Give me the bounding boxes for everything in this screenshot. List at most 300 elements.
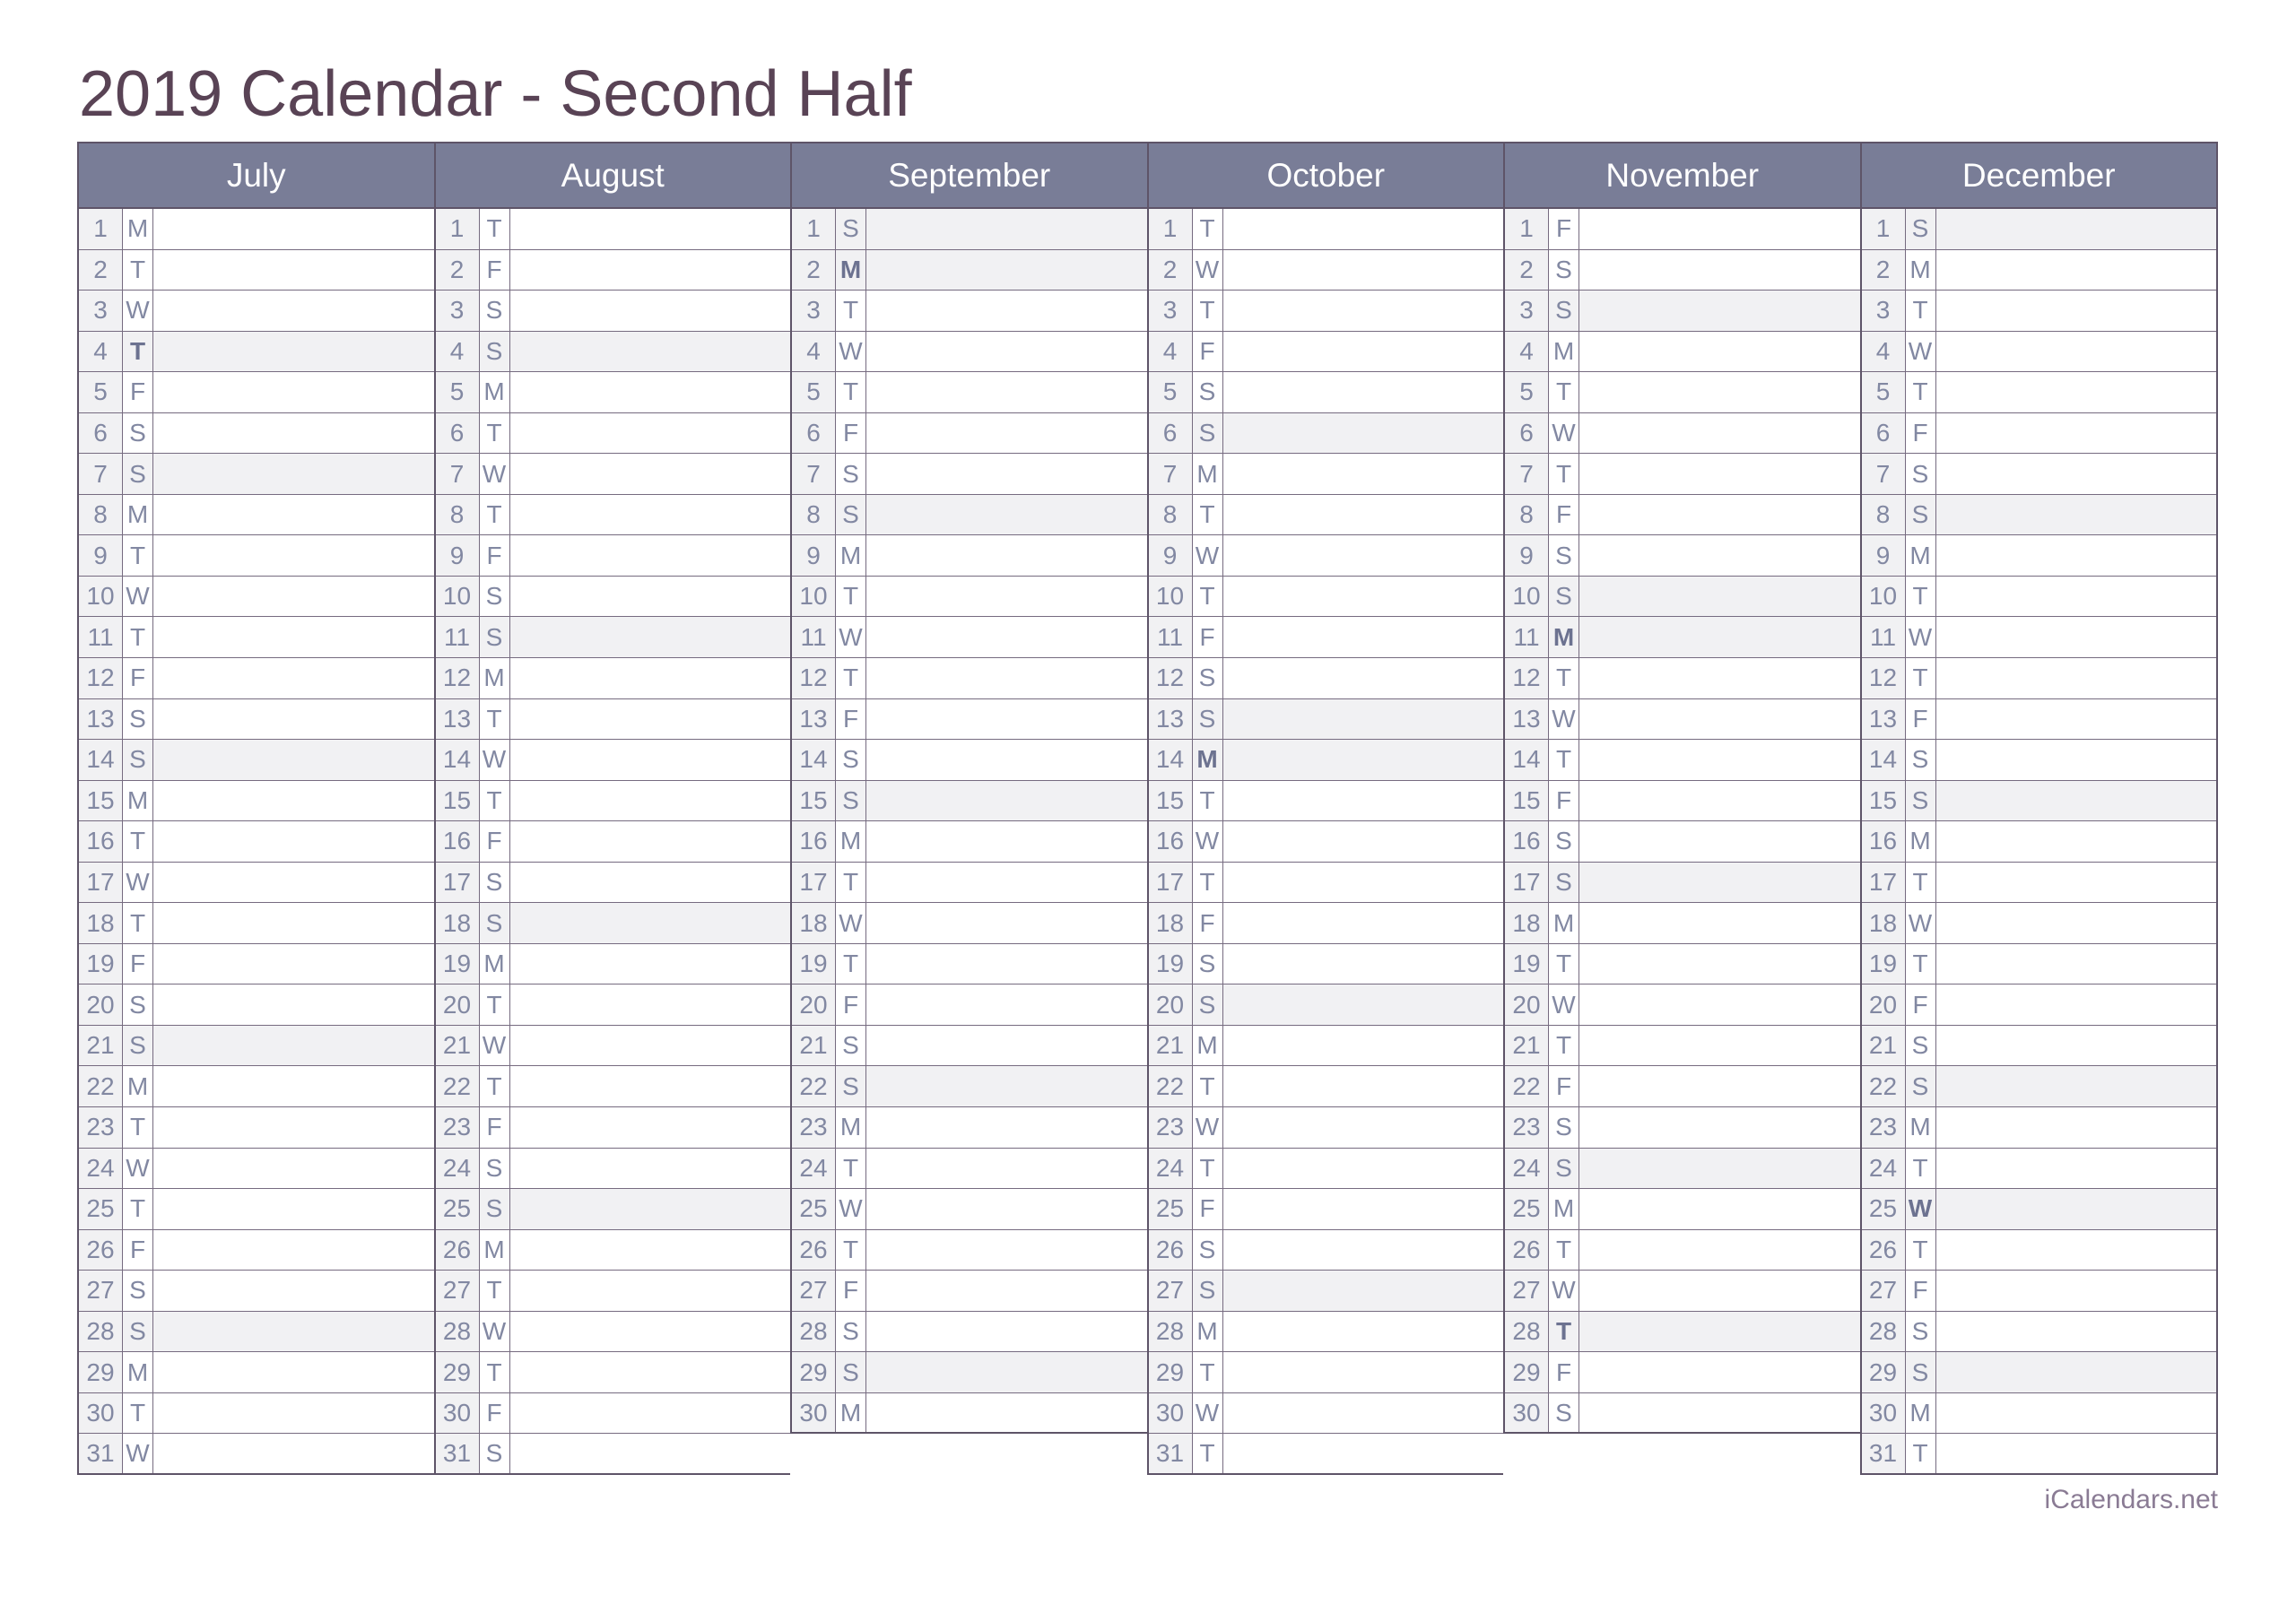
day-row — [792, 1149, 1147, 1190]
day-row — [436, 1230, 791, 1271]
day-number: 14 — [1862, 740, 1906, 780]
day-number: 25 — [79, 1189, 123, 1229]
day-notes-cell — [1223, 577, 1504, 617]
day-notes-cell — [1223, 535, 1504, 576]
day-row — [436, 984, 791, 1026]
day-number: 6 — [792, 413, 836, 454]
day-notes-cell — [866, 454, 1147, 494]
day-notes-cell — [1579, 1189, 1860, 1229]
day-row — [79, 209, 434, 250]
day-letter: M — [836, 535, 866, 576]
day-row — [1862, 821, 2217, 863]
day-row — [792, 821, 1147, 863]
day-notes-cell — [866, 863, 1147, 903]
day-number: 22 — [792, 1066, 836, 1106]
day-notes-cell — [1579, 1066, 1860, 1106]
day-letter: T — [480, 1066, 510, 1106]
day-row — [79, 863, 434, 904]
day-number: 6 — [436, 413, 480, 454]
day-number: 25 — [436, 1189, 480, 1229]
day-letter: T — [1193, 1066, 1223, 1106]
day-letter: S — [123, 1026, 153, 1066]
day-letter: W — [1906, 903, 1936, 943]
day-notes-cell — [1936, 209, 2217, 249]
day-notes-cell — [1223, 209, 1504, 249]
day-number: 12 — [1149, 658, 1193, 698]
day-notes-cell — [1579, 1026, 1860, 1066]
day-row — [792, 984, 1147, 1026]
day-number: 15 — [79, 781, 123, 821]
day-number: 14 — [1149, 740, 1193, 780]
day-notes-cell — [1579, 454, 1860, 494]
day-row — [436, 1352, 791, 1393]
day-letter: S — [123, 740, 153, 780]
day-row — [792, 209, 1147, 250]
day-number: 25 — [1862, 1189, 1906, 1229]
day-number: 7 — [1505, 454, 1549, 494]
day-number: 24 — [436, 1149, 480, 1189]
day-number: 11 — [1862, 617, 1906, 657]
day-notes-cell — [510, 1312, 791, 1352]
day-letter: W — [836, 903, 866, 943]
day-letter: S — [480, 291, 510, 331]
day-letter: S — [480, 863, 510, 903]
day-letter: F — [1549, 1352, 1579, 1392]
day-number: 16 — [79, 821, 123, 862]
day-row — [1505, 984, 1860, 1026]
day-letter: F — [1906, 1271, 1936, 1311]
day-letter: T — [480, 984, 510, 1025]
day-notes-cell — [153, 1066, 434, 1106]
day-letter: S — [1549, 250, 1579, 291]
day-notes-cell — [510, 250, 791, 291]
day-notes-cell — [1223, 1271, 1504, 1311]
day-notes-cell — [1579, 209, 1860, 249]
day-letter: T — [123, 1107, 153, 1148]
day-number: 7 — [79, 454, 123, 494]
day-letter: T — [1193, 577, 1223, 617]
day-notes-cell — [1223, 984, 1504, 1025]
day-row — [1505, 658, 1860, 699]
day-row — [436, 944, 791, 985]
day-letter: S — [480, 577, 510, 617]
day-notes-cell — [510, 332, 791, 372]
day-number: 16 — [1505, 821, 1549, 862]
day-letter: T — [836, 372, 866, 412]
day-number: 30 — [792, 1393, 836, 1433]
day-row — [1862, 1066, 2217, 1107]
day-letter: M — [1549, 617, 1579, 657]
day-number: 12 — [1862, 658, 1906, 698]
day-letter: M — [836, 1393, 866, 1433]
day-row — [1149, 577, 1504, 618]
day-number: 3 — [792, 291, 836, 331]
month-column-october — [1147, 142, 1504, 1475]
day-row — [792, 1189, 1147, 1230]
day-letter: F — [1193, 1189, 1223, 1229]
day-letter: W — [1193, 535, 1223, 576]
day-letter: T — [1906, 577, 1936, 617]
day-notes-cell — [510, 291, 791, 331]
day-number: 26 — [1862, 1230, 1906, 1271]
day-number: 9 — [792, 535, 836, 576]
day-notes-cell — [1579, 495, 1860, 535]
day-number: 5 — [1862, 372, 1906, 412]
day-letter: S — [836, 740, 866, 780]
day-row — [1862, 1312, 2217, 1353]
day-number: 25 — [1149, 1189, 1193, 1229]
day-notes-cell — [510, 1107, 791, 1148]
month-column-july — [77, 142, 434, 1475]
day-letter: S — [1549, 577, 1579, 617]
day-row — [792, 781, 1147, 822]
day-number: 8 — [792, 495, 836, 535]
day-row — [79, 984, 434, 1026]
day-letter: M — [1193, 740, 1223, 780]
day-notes-cell — [866, 821, 1147, 862]
day-notes-cell — [1936, 781, 2217, 821]
day-notes-cell — [1579, 1271, 1860, 1311]
day-number: 22 — [1149, 1066, 1193, 1106]
day-notes-cell — [1936, 1393, 2217, 1434]
day-letter: M — [480, 1230, 510, 1271]
day-letter: T — [836, 944, 866, 984]
day-notes-cell — [866, 699, 1147, 740]
day-letter: W — [836, 1189, 866, 1229]
day-row — [1862, 577, 2217, 618]
day-number: 17 — [1149, 863, 1193, 903]
day-notes-cell — [1579, 1149, 1860, 1189]
day-number: 6 — [79, 413, 123, 454]
day-row — [436, 1189, 791, 1230]
day-letter: T — [1193, 1149, 1223, 1189]
day-row — [1862, 372, 2217, 413]
day-letter: M — [480, 944, 510, 984]
day-notes-cell — [510, 740, 791, 780]
day-notes-cell — [1579, 944, 1860, 984]
day-notes-cell — [866, 1107, 1147, 1148]
day-row — [1149, 1312, 1504, 1353]
day-letter: F — [1549, 1066, 1579, 1106]
day-row — [1505, 291, 1860, 332]
day-notes-cell — [1936, 984, 2217, 1025]
day-letter: T — [836, 291, 866, 331]
day-row — [1505, 454, 1860, 495]
day-notes-cell — [866, 1026, 1147, 1066]
day-letter: S — [836, 1312, 866, 1352]
day-row — [1149, 454, 1504, 495]
day-letter: T — [1906, 372, 1936, 412]
day-notes-cell — [510, 1352, 791, 1392]
day-letter: W — [1193, 1107, 1223, 1148]
day-letter: S — [1549, 863, 1579, 903]
day-notes-cell — [153, 781, 434, 821]
day-number: 17 — [792, 863, 836, 903]
day-notes-cell — [1579, 577, 1860, 617]
day-letter: S — [836, 1026, 866, 1066]
day-row — [79, 250, 434, 291]
day-number: 10 — [79, 577, 123, 617]
day-letter: W — [123, 1434, 153, 1473]
day-number: 1 — [792, 209, 836, 249]
day-row — [792, 617, 1147, 658]
day-row — [1862, 699, 2217, 741]
day-row — [792, 1066, 1147, 1107]
day-row — [79, 454, 434, 495]
day-notes-cell — [1223, 332, 1504, 372]
day-row — [436, 372, 791, 413]
day-letter: S — [836, 495, 866, 535]
day-letter: S — [123, 1271, 153, 1311]
day-row — [436, 821, 791, 863]
day-notes-cell — [1223, 658, 1504, 698]
day-notes-cell — [1223, 1434, 1504, 1473]
day-letter: F — [480, 821, 510, 862]
day-number: 9 — [436, 535, 480, 576]
day-row — [1862, 332, 2217, 373]
day-number: 7 — [1862, 454, 1906, 494]
day-notes-cell — [1223, 1189, 1504, 1229]
day-number: 10 — [1149, 577, 1193, 617]
day-letter: T — [836, 863, 866, 903]
day-number: 12 — [436, 658, 480, 698]
day-row — [79, 1434, 434, 1475]
day-letter: S — [1193, 944, 1223, 984]
day-row — [1505, 740, 1860, 781]
day-notes-cell — [153, 535, 434, 576]
day-letter: S — [1193, 413, 1223, 454]
day-letter: T — [1906, 291, 1936, 331]
day-letter: W — [1193, 821, 1223, 862]
day-number: 22 — [79, 1066, 123, 1106]
day-row — [1505, 821, 1860, 863]
day-row — [1505, 1393, 1860, 1435]
day-letter: T — [1193, 291, 1223, 331]
month-header: November — [1505, 142, 1860, 209]
day-letter: T — [123, 250, 153, 291]
day-number: 8 — [1149, 495, 1193, 535]
day-row — [1505, 413, 1860, 455]
day-number: 3 — [436, 291, 480, 331]
day-row — [1149, 495, 1504, 536]
day-notes-cell — [866, 1066, 1147, 1106]
day-letter: T — [123, 617, 153, 657]
day-letter: F — [480, 1393, 510, 1434]
day-letter: T — [1549, 740, 1579, 780]
day-number: 27 — [79, 1271, 123, 1311]
day-number: 15 — [436, 781, 480, 821]
day-letter: M — [1906, 1393, 1936, 1434]
day-row — [436, 250, 791, 291]
day-row — [1862, 740, 2217, 781]
day-letter: S — [123, 413, 153, 454]
day-notes-cell — [1579, 250, 1860, 291]
day-notes-cell — [1936, 291, 2217, 331]
day-number: 4 — [436, 332, 480, 372]
day-row — [1862, 535, 2217, 577]
day-notes-cell — [1223, 1149, 1504, 1189]
day-row — [1149, 291, 1504, 332]
day-row — [79, 1352, 434, 1393]
month-header: July — [79, 142, 434, 209]
day-notes-cell — [1223, 1312, 1504, 1352]
day-notes-cell — [1579, 984, 1860, 1025]
day-number: 9 — [1149, 535, 1193, 576]
day-letter: T — [123, 903, 153, 943]
day-number: 8 — [1505, 495, 1549, 535]
day-row — [1149, 250, 1504, 291]
day-row — [1149, 332, 1504, 373]
day-notes-cell — [1936, 1066, 2217, 1106]
day-row — [792, 740, 1147, 781]
day-letter: F — [1906, 413, 1936, 454]
day-row — [792, 903, 1147, 944]
day-notes-cell — [153, 984, 434, 1025]
day-notes-cell — [1936, 1230, 2217, 1271]
day-letter: F — [123, 944, 153, 984]
day-notes-cell — [1223, 372, 1504, 412]
day-row — [1505, 372, 1860, 413]
day-number: 21 — [79, 1026, 123, 1066]
day-letter: W — [836, 617, 866, 657]
day-number: 12 — [79, 658, 123, 698]
day-number: 1 — [1505, 209, 1549, 249]
day-number: 9 — [1862, 535, 1906, 576]
day-row — [79, 1230, 434, 1271]
day-notes-cell — [1579, 1393, 1860, 1433]
day-letter: S — [836, 781, 866, 821]
day-letter: F — [836, 984, 866, 1025]
day-row — [1149, 821, 1504, 863]
day-number: 11 — [1149, 617, 1193, 657]
day-letter: M — [123, 495, 153, 535]
day-row — [1862, 1149, 2217, 1190]
day-letter: T — [123, 821, 153, 862]
day-row — [436, 617, 791, 658]
day-notes-cell — [1936, 617, 2217, 657]
day-number: 7 — [792, 454, 836, 494]
day-letter: T — [1193, 209, 1223, 249]
day-notes-cell — [1579, 413, 1860, 454]
day-number: 2 — [79, 250, 123, 291]
day-notes-cell — [510, 821, 791, 862]
day-notes-cell — [153, 617, 434, 657]
day-notes-cell — [866, 1271, 1147, 1311]
day-notes-cell — [153, 495, 434, 535]
day-number: 16 — [436, 821, 480, 862]
day-notes-cell — [1936, 863, 2217, 903]
day-notes-cell — [866, 413, 1147, 454]
day-notes-cell — [510, 1271, 791, 1311]
day-notes-cell — [153, 740, 434, 780]
day-row — [1149, 1393, 1504, 1435]
day-number: 9 — [1505, 535, 1549, 576]
day-notes-cell — [1936, 944, 2217, 984]
day-notes-cell — [1579, 535, 1860, 576]
day-row — [1505, 863, 1860, 904]
day-number: 30 — [1505, 1393, 1549, 1433]
day-number: 28 — [436, 1312, 480, 1352]
day-row — [792, 495, 1147, 536]
day-row — [1505, 1352, 1860, 1393]
day-row — [1862, 781, 2217, 822]
day-row — [1862, 903, 2217, 944]
day-number: 27 — [436, 1271, 480, 1311]
day-row — [79, 1312, 434, 1353]
day-notes-cell — [1579, 332, 1860, 372]
day-notes-cell — [153, 1230, 434, 1271]
day-notes-cell — [510, 984, 791, 1025]
day-number: 13 — [1862, 699, 1906, 740]
day-number: 24 — [79, 1149, 123, 1189]
day-letter: F — [1549, 781, 1579, 821]
day-letter: S — [1549, 821, 1579, 862]
day-row — [1505, 1066, 1860, 1107]
day-number: 4 — [1862, 332, 1906, 372]
day-notes-cell — [153, 1434, 434, 1473]
day-notes-cell — [1223, 740, 1504, 780]
day-letter: M — [836, 1107, 866, 1148]
day-row — [1149, 1189, 1504, 1230]
site-credit: iCalendars.net — [2044, 1485, 2218, 1514]
day-number: 1 — [79, 209, 123, 249]
day-row — [1862, 291, 2217, 332]
day-number: 21 — [1505, 1026, 1549, 1066]
day-number: 2 — [792, 250, 836, 291]
day-letter: S — [1906, 740, 1936, 780]
day-row — [436, 699, 791, 741]
day-row — [1862, 1434, 2217, 1475]
day-letter: F — [480, 1107, 510, 1148]
day-number: 4 — [79, 332, 123, 372]
day-notes-cell — [510, 535, 791, 576]
page-title: 2019 Calendar - Second Half — [79, 58, 912, 130]
month-column-november — [1503, 142, 1860, 1434]
day-notes-cell — [1579, 821, 1860, 862]
day-row — [1149, 1271, 1504, 1312]
day-number: 3 — [1505, 291, 1549, 331]
day-row — [1505, 1230, 1860, 1271]
day-number: 4 — [792, 332, 836, 372]
day-row — [792, 332, 1147, 373]
day-row — [436, 863, 791, 904]
day-notes-cell — [866, 944, 1147, 984]
day-letter: W — [1906, 332, 1936, 372]
day-number: 28 — [792, 1312, 836, 1352]
day-number: 11 — [1505, 617, 1549, 657]
day-letter: S — [480, 1189, 510, 1229]
day-number: 9 — [79, 535, 123, 576]
day-notes-cell — [153, 944, 434, 984]
day-letter: T — [1906, 863, 1936, 903]
day-row — [1505, 1026, 1860, 1067]
day-letter: T — [1906, 944, 1936, 984]
day-number: 21 — [1862, 1026, 1906, 1066]
day-letter: T — [1549, 658, 1579, 698]
day-letter: S — [836, 1352, 866, 1392]
day-number: 28 — [1149, 1312, 1193, 1352]
day-number: 22 — [1862, 1066, 1906, 1106]
day-row — [792, 1312, 1147, 1353]
day-number: 14 — [79, 740, 123, 780]
day-row — [1149, 699, 1504, 741]
day-notes-cell — [153, 1352, 434, 1392]
day-number: 20 — [1149, 984, 1193, 1025]
day-number: 26 — [79, 1230, 123, 1271]
day-letter: S — [1906, 1312, 1936, 1352]
day-letter: M — [1193, 454, 1223, 494]
day-notes-cell — [1579, 1312, 1860, 1352]
